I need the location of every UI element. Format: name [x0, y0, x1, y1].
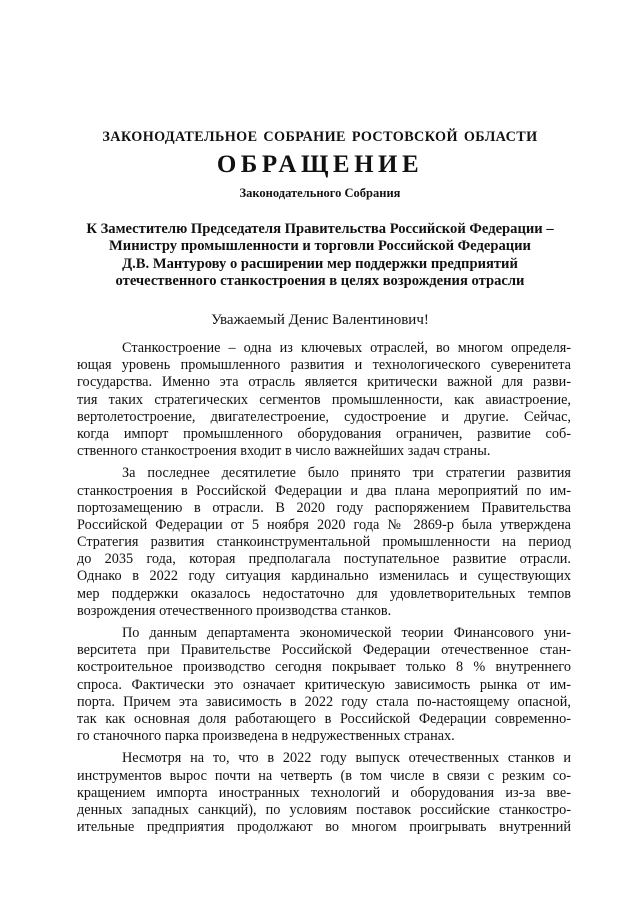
text-line: мер поддержки оказалось недостаточно для удовлетворительных темпов — [77, 585, 571, 602]
text-line: государства. Именно эта отрасль является критически важной для разви- — [77, 374, 571, 391]
subject-line: К Заместителю Председателя Правительства Российской Федерации – — [86, 221, 554, 237]
text-line: Российской Федерации от 5 ноября 2020 года № 2869-р была утверждена — [77, 516, 571, 533]
text-line: костроительное производство сегодня покрывает только 8 % внутреннего — [77, 659, 571, 676]
subject-line: Д.В. Мантурову о расширении мер поддержки предприятий — [122, 255, 518, 272]
text-line: порта. Причем эта зависимость в 2022 году стала по-настоящему опасной, — [77, 693, 571, 710]
subject-line: отечественного станкостроения в целях возрождения отрасли — [115, 272, 525, 289]
text-line: так как основная доля работающего в Российской Федерации современно- — [77, 710, 571, 727]
text-line: Однако в 2022 году ситуация кардинально изменилась и существующих — [77, 568, 571, 585]
text-line: По данным департамента экономической теории Финансового уни- — [122, 625, 571, 641]
text-line: За последнее десятилетие было принято три стратегии развития — [122, 465, 571, 482]
subject-line: Министру промышленности и торговли Российской Федерации — [109, 238, 531, 255]
letter-body — [77, 340, 571, 841]
text-line: портозамещению в отрасли. В 2020 году распоряжением Правительства — [77, 499, 571, 516]
paragraph — [77, 750, 571, 836]
text-line: тия таких стратегических сегментов промышленности, как авиастроение, — [77, 391, 571, 408]
text-line: кращением импорта иностранных технологий и оборудования из-за вве- — [77, 784, 571, 801]
text-line: Станкостроение – одна из ключевых отраслей, во многом определя- — [122, 340, 571, 356]
text-line: до 2035 года, которая предполагала поступательное развитие отрасли. — [77, 551, 571, 568]
text-line: инструментов вырос почти на четверть (в том числе в связи с резким со- — [77, 767, 571, 784]
text-line: денных западных санкций), по условиям поставок российские станкостро- — [77, 801, 571, 818]
text-line: возрождения отечественного производства станков. — [77, 602, 392, 619]
text-line: ительные предприятия продолжают во многом проигрывать внутренний — [77, 819, 571, 836]
text-line: Несмотря на то, что в 2022 году выпуск отечественных станков и — [122, 750, 571, 767]
issuer-line: Законодательного Собрания — [239, 186, 401, 200]
text-line: ственного станкостроения входит в число важнейших задач страны. — [77, 443, 491, 460]
text-line: ющая уровень промышленного развития и технологического суверенитета — [77, 357, 571, 374]
subject-block — [70, 221, 570, 290]
organization-heading: ЗАКОНОДАТЕЛЬНОЕ СОБРАНИЕ РОСТОВСКОЙ ОБЛАСТИ — [102, 129, 538, 145]
paragraph — [77, 625, 571, 745]
text-line: спроса. Фактически это означает критическую зависимость рынка от им- — [77, 676, 571, 693]
text-line: верситета при Правительстве Российской Федерации отечественное стан- — [77, 642, 571, 659]
paragraph — [77, 465, 571, 620]
document-type-title: ОБРАЩЕНИЕ — [216, 151, 424, 178]
paragraph — [77, 340, 571, 460]
text-line: Стратегия развития станкоинструментальной промышленности на период — [77, 534, 571, 551]
text-line: когда импорт промышленного оборудования ограничен, развитие соб- — [77, 425, 571, 442]
text-line: станкостроения в Российской Федерации и два плана мероприятий по им- — [77, 482, 571, 499]
salutation: Уважаемый Денис Валентинович! — [211, 312, 429, 328]
text-line: вертолетостроение, двигателестроение, судостроение и другие. Сейчас, — [77, 408, 571, 425]
text-line: го станочного парка произведена в недружественных странах. — [77, 728, 455, 745]
